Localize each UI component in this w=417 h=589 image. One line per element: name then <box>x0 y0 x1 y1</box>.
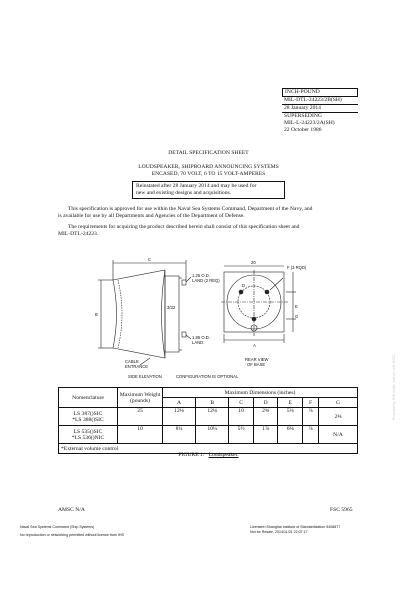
row2-g: N/A <box>319 426 358 444</box>
row2-e: 6⅜ <box>278 426 303 444</box>
figure-title: Loudspeaker. <box>208 452 239 458</box>
rear-view-label-1: REAR VIEW <box>245 357 269 362</box>
product-title-line2: ENCASED, 70 VOLT, 6 TO 15 VOLT-AMPERES <box>151 171 266 177</box>
land2-label-1: 1.85 O.D. <box>192 335 210 340</box>
footer-left <box>20 525 180 537</box>
side-elevation-label: SIDE ELEVATION <box>128 374 162 379</box>
land-label-1: 1.25 O.D. <box>192 273 210 278</box>
table-row <box>59 408 358 426</box>
row1-name1: LS 387()SIC <box>73 410 103 417</box>
footer-right-line2: Not for Resale, 2014/11/21 22:07:17 <box>250 529 308 534</box>
footer-right-line1: Licensee=Shanghai Institute of Standardization 5408877 <box>250 525 341 529</box>
watermark-text: Provided by IHS under license with NSSC <box>392 353 396 420</box>
dim-d-label: D <box>242 283 246 288</box>
row1-name2: *LS 388()SIC <box>72 416 104 423</box>
document-header-box <box>282 88 358 134</box>
header-weight-line2: (pounds) <box>130 397 150 404</box>
cable-label-2: ENTRANCE <box>125 364 149 369</box>
dim-e-label: E <box>295 304 298 309</box>
dim-b-label: B <box>95 312 98 317</box>
row2-f: ⅞ <box>303 426 319 444</box>
reinstated-line1: Reinstated after 28 January 2014 and may be used for <box>136 183 257 189</box>
col-header-e: E <box>278 398 303 408</box>
header-dimensions: Maximum Dimensions (inches) <box>163 388 358 398</box>
config-optional-label: CONFIGURATION IS OPTIONAL <box>176 374 239 379</box>
footer-right <box>250 525 410 534</box>
dim-a-label: A <box>253 343 256 348</box>
dim-332-label: 3/32 <box>167 305 176 310</box>
rear-view-label-2: OF BASE <box>247 362 266 367</box>
doc-number: MIL-DTL-24223/2B(SH) <box>284 97 342 103</box>
row1-e: 5⅛ <box>278 408 303 426</box>
figure-caption <box>0 452 417 459</box>
cable-label-1: CABLE <box>125 359 139 364</box>
row2-name1: LS 535()SIC <box>73 428 103 435</box>
col-header-a: A <box>163 398 196 408</box>
row2-d: 1⅞ <box>253 426 278 444</box>
superseding-label: SUPERSEDING <box>282 112 358 120</box>
f-rqd-label: F (3 RQD) <box>287 265 307 270</box>
side-horn-outline <box>113 270 165 358</box>
superseded-number: MIL-L-24223/2A(SH) <box>284 120 335 126</box>
row1-nomenclature <box>59 408 118 426</box>
requirements-line1: The requirements for acquiring the product described herein shall consist of this specification sheet and <box>68 224 300 230</box>
side-body <box>165 276 179 352</box>
row2-name2: *LS 536()NIC <box>71 434 105 441</box>
row1-b: 12⅛ <box>196 408 229 426</box>
row2-a: 8¼ <box>163 426 196 444</box>
doc-date: 28 January 2014 <box>282 104 358 112</box>
loudspeaker-drawing <box>0 250 417 380</box>
table-footnote: *External volume control <box>59 444 358 454</box>
requirements-paragraph <box>58 224 358 238</box>
row1-a: 12⅛ <box>163 408 196 426</box>
sheet-title: DETAIL SPECIFICATION SHEET <box>168 150 249 156</box>
row1-weight: 25 <box>118 408 163 426</box>
row1-c: 10 <box>229 408 254 426</box>
row2-weight: 10 <box>118 426 163 444</box>
reinstated-notice <box>132 181 285 199</box>
row2-b: 10¼ <box>196 426 229 444</box>
product-title-line1: LOUDSPEAKER, SHIPBOARD ANNOUNCING SYSTEMS <box>138 164 279 170</box>
dimensions-table <box>58 387 358 454</box>
row2-nomenclature <box>59 426 118 444</box>
dim-g-label: G <box>295 314 299 319</box>
dim-20-label: 20 <box>251 260 256 265</box>
approval-line2: is available for use by all Departments and Agencies of the Department of Defense. <box>58 213 245 219</box>
land-label-2: LAND (2 REQ) <box>192 278 220 283</box>
dim-c-label: C <box>148 257 152 262</box>
footer-left-line1: Naval Sea Systems Command (Ship Systems) <box>20 525 95 529</box>
row1-d: 2⅝ <box>253 408 278 426</box>
figure-label: FIGURE 1. <box>178 452 205 458</box>
row2-c: 5½ <box>229 426 254 444</box>
fsc-label: FSC 5965 <box>330 507 353 513</box>
footer-left-line2: No reproduction or networking permitted without license from IHS <box>20 532 124 537</box>
col-header-b: B <box>196 398 229 408</box>
approval-paragraph <box>58 206 358 220</box>
col-header-f: F <box>303 398 319 408</box>
amsc-label: AMSC N/A <box>58 507 85 513</box>
requirements-line2: MIL-DTL-24223. <box>58 231 99 237</box>
reinstated-line2: new and existing designs and acquisitions. <box>136 190 232 196</box>
col-header-g: G <box>319 398 358 408</box>
col-header-c: C <box>229 398 254 408</box>
row1-g: 2⅝ <box>319 408 358 426</box>
header-nomenclature: Nomenclature <box>59 388 118 408</box>
inch-pound-label: INCH-POUND <box>282 88 358 97</box>
row1-f: ⅞ <box>303 408 319 426</box>
header-weight <box>118 388 163 408</box>
land2-label-2: LAND <box>192 340 204 345</box>
approval-line1: This specification is approved for use within the Naval Sea Systems Command, Department of the Navy, and <box>68 206 313 212</box>
superseded-date: 22 October 1986 <box>284 127 322 133</box>
col-header-d: D <box>253 398 278 408</box>
table-row <box>59 426 358 444</box>
header-weight-line1: Maximum Weight <box>119 391 161 398</box>
